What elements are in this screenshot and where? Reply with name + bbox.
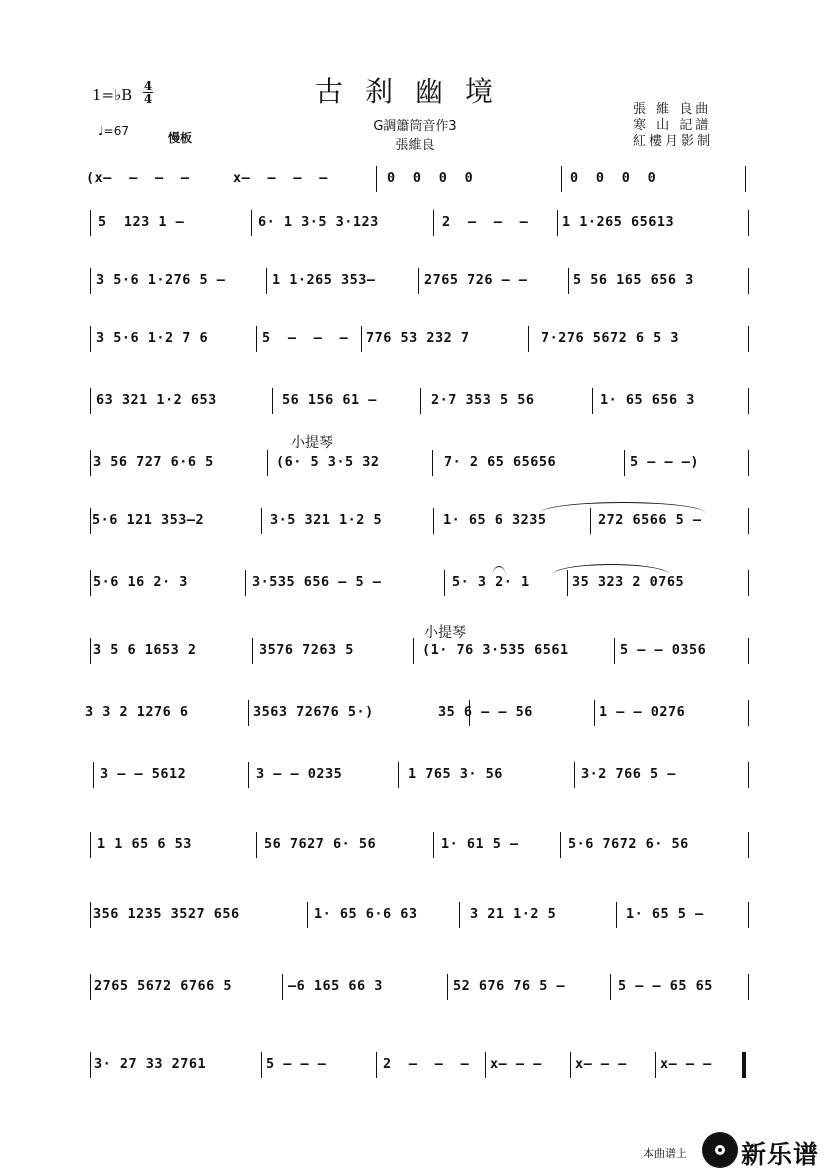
barline [592, 388, 593, 414]
barline [90, 210, 91, 236]
credit-composer: 張 維 良曲 [633, 102, 712, 117]
measure: 5 – – –) [630, 454, 700, 470]
measure: 3563 72676 5·) [253, 704, 374, 720]
measure: 5· 3 2· 1 [452, 574, 530, 590]
measure: 1 – – 0276 [599, 704, 686, 720]
footer-note: 本曲谱上 [643, 1147, 687, 1160]
barline [748, 902, 749, 928]
measure: 3 5·6 1·2 7 6 [96, 330, 209, 346]
barline [361, 326, 362, 352]
notation-row [0, 566, 830, 606]
barline [560, 832, 561, 858]
measure: 3 3 2 1276 6 [85, 704, 189, 720]
tempo-marking: ♩=67 [98, 124, 129, 138]
barline [594, 700, 595, 726]
measure: 1· 65 6·6 63 [314, 906, 418, 922]
notation-row [0, 970, 830, 1010]
time-signature-bottom: 4 [143, 92, 153, 106]
measure: 272 6566 5 – [598, 512, 702, 528]
measure: 3 5 6 1653 2 [93, 642, 197, 658]
instrument-cue-violin: 小提琴 [424, 625, 466, 641]
barline [90, 450, 91, 476]
measure: x– – – [660, 1056, 712, 1072]
measure: –6 165 66 3 [288, 978, 383, 994]
vinyl-record-icon [702, 1132, 738, 1168]
score-title: 古刹幽境 [314, 75, 515, 108]
barline [245, 570, 246, 596]
measure: 56 7627 6· 56 [264, 836, 377, 852]
measure: x– – – – [233, 170, 328, 186]
barline [413, 638, 414, 664]
notation-row [0, 898, 830, 938]
barline [748, 570, 749, 596]
credit-transcriber: 寒 山 記譜 [633, 118, 712, 133]
measure: 1· 65 656 3 [600, 392, 695, 408]
score-credits [633, 102, 713, 150]
measure: 5·6 7672 6· 56 [568, 836, 689, 852]
notation-row [0, 1048, 830, 1088]
measure: 3 21 1·2 5 [470, 906, 557, 922]
barline [398, 762, 399, 788]
notation-row [0, 634, 830, 674]
measure: 2 – – – [442, 214, 529, 230]
measure: 5·6 16 2· 3 [93, 574, 188, 590]
measure: 1· 65 5 – [626, 906, 704, 922]
notation-row [0, 264, 830, 304]
instrument-cue-violin: 小提琴 [291, 435, 333, 451]
notation-row [0, 206, 830, 246]
barline [261, 508, 262, 534]
subtitle-instrument: G調簫筒音作3 [373, 119, 457, 134]
speed-term: 慢板 [168, 131, 193, 145]
measure: (x– – – – [86, 170, 190, 186]
measure: 5 – – 65 65 [618, 978, 713, 994]
barline [748, 388, 749, 414]
key-signature: 1=♭B [92, 86, 133, 104]
measure: 3·2 766 5 – [581, 766, 676, 782]
barline [748, 210, 749, 236]
barline [433, 832, 434, 858]
barline [748, 974, 749, 1000]
barline [616, 902, 617, 928]
barline [624, 450, 625, 476]
measure: 0 0 0 0 [387, 170, 474, 186]
barline [528, 326, 529, 352]
barline [745, 166, 746, 192]
brand-logo-text: 新乐谱 [741, 1140, 820, 1169]
barline [307, 902, 308, 928]
barline [748, 326, 749, 352]
barline [256, 832, 257, 858]
measure: 3 – – 5612 [100, 766, 187, 782]
measure: 3 5·6 1·276 5 – [96, 272, 226, 288]
barline [420, 388, 421, 414]
barline [267, 450, 268, 476]
measure: 2765 5672 6766 5 [94, 978, 233, 994]
barline [252, 638, 253, 664]
barline [748, 832, 749, 858]
measure: 1 765 3· 56 [408, 766, 503, 782]
barline [90, 570, 91, 596]
measure: 1 1 65 6 53 [97, 836, 192, 852]
barline [444, 570, 445, 596]
measure: x– – – [575, 1056, 627, 1072]
barline [376, 1052, 377, 1078]
barline [655, 1052, 656, 1078]
barline [748, 762, 749, 788]
barline [748, 638, 749, 664]
measure: 5 56 165 656 3 [573, 272, 694, 288]
barline [261, 1052, 262, 1078]
barline [557, 210, 558, 236]
measure: 2·7 353 5 56 [431, 392, 535, 408]
measure: 1 1·265 65613 [562, 214, 675, 230]
barline [248, 700, 249, 726]
measure: 52 676 76 5 – [453, 978, 566, 994]
time-signature-top: 4 [143, 79, 153, 93]
notation-row [0, 828, 830, 868]
barline [90, 902, 91, 928]
credit-producer: 紅樓月影制 [633, 134, 714, 149]
measure: 56 156 61 – [282, 392, 377, 408]
measure: 1 1·265 353– [272, 272, 376, 288]
measure: 3·535 656 – 5 – [252, 574, 382, 590]
measure: x– – – [490, 1056, 542, 1072]
barline [610, 974, 611, 1000]
barline [433, 210, 434, 236]
notation-row [0, 446, 830, 486]
barline [561, 166, 562, 192]
barline [90, 974, 91, 1000]
barline [376, 166, 377, 192]
barline [748, 268, 749, 294]
measure: 7· 2 65 65656 [444, 454, 557, 470]
barline [574, 762, 575, 788]
measure: 35 323 2 0765 [572, 574, 685, 590]
barline [570, 1052, 571, 1078]
subtitle-author: 張維良 [395, 138, 435, 153]
measure: 6· 1 3·5 3·123 [258, 214, 379, 230]
barline [432, 450, 433, 476]
measure: 3 – – 0235 [256, 766, 343, 782]
barline [447, 974, 448, 1000]
barline [282, 974, 283, 1000]
notation-row [0, 162, 830, 202]
measure: 7·276 5672 6 5 3 [541, 330, 680, 346]
barline [248, 762, 249, 788]
measure: 5 – – 0356 [620, 642, 707, 658]
barline [748, 700, 749, 726]
notation-row [0, 696, 830, 736]
barline [90, 326, 91, 352]
measure: 2 – – – [383, 1056, 470, 1072]
barline [256, 326, 257, 352]
barline [90, 1052, 91, 1078]
barline [748, 450, 749, 476]
notation-row [0, 504, 830, 544]
measure: 5 – – – [266, 1056, 327, 1072]
measure: 0 0 0 0 [570, 170, 657, 186]
barline [90, 638, 91, 664]
barline [93, 762, 94, 788]
measure: 356 1235 3527 656 [93, 906, 240, 922]
measure: 1· 61 5 – [441, 836, 519, 852]
measure: 3 56 727 6·6 5 [93, 454, 214, 470]
measure: 5·6 121 353–2 [92, 512, 205, 528]
final-repeat-barline [742, 1052, 746, 1078]
barline [90, 388, 91, 414]
measure: (1· 76 3·535 6561 [422, 642, 569, 658]
measure: (6· 5 3·5 32 [276, 454, 380, 470]
measure: 63 321 1·2 653 [96, 392, 217, 408]
measure: 1· 65 6 3235 [443, 512, 547, 528]
barline [485, 1052, 486, 1078]
barline [418, 268, 419, 294]
barline [459, 902, 460, 928]
measure: 2765 726 – – [424, 272, 528, 288]
barline [251, 210, 252, 236]
barline [568, 268, 569, 294]
measure: 3· 27 33 2761 [94, 1056, 207, 1072]
measure: 3·5 321 1·2 5 [270, 512, 383, 528]
notation-row [0, 322, 830, 362]
barline [748, 508, 749, 534]
measure: 776 53 232 7 [366, 330, 470, 346]
barline [266, 268, 267, 294]
barline [433, 508, 434, 534]
measure: 5 – – – [262, 330, 349, 346]
barline [614, 638, 615, 664]
measure: 3576 7263 5 [259, 642, 354, 658]
measure: 5 123 1 – [98, 214, 185, 230]
barline [272, 388, 273, 414]
barline [90, 268, 91, 294]
measure: 35 6 – – 56 [438, 704, 533, 720]
notation-row [0, 758, 830, 798]
barline [90, 832, 91, 858]
notation-row [0, 384, 830, 424]
